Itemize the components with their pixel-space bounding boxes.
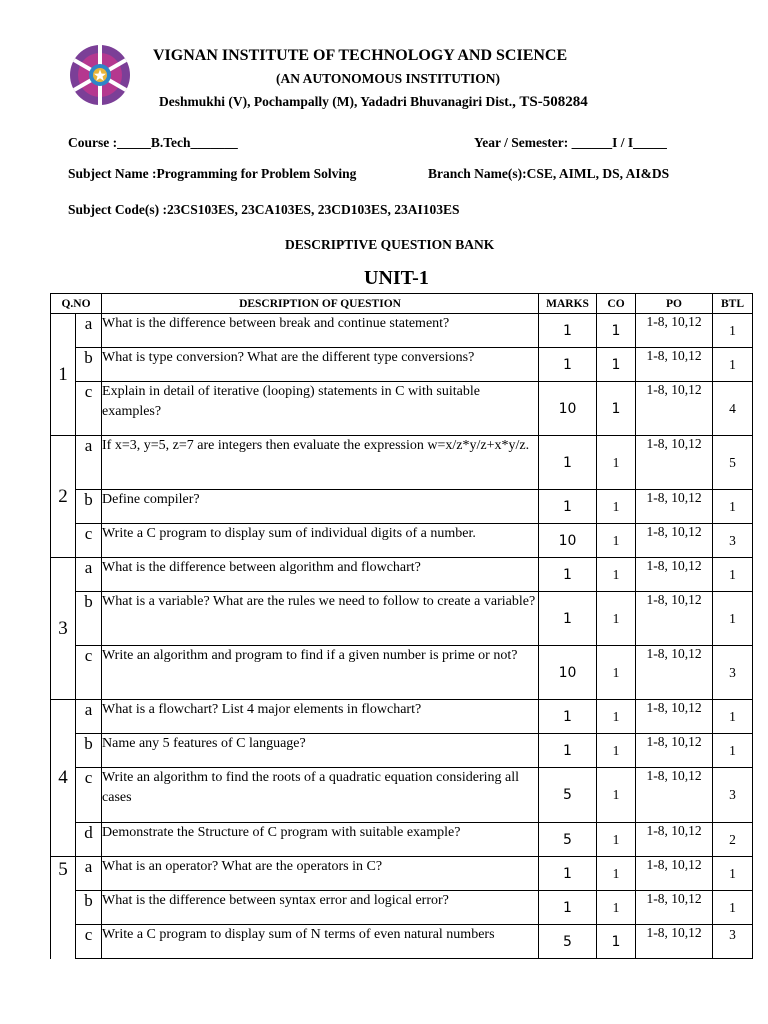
- sub-label: a: [76, 857, 102, 891]
- btl-cell: 3: [713, 524, 753, 558]
- po-cell: 1-8, 10,12: [636, 524, 713, 558]
- question-text: What is the difference between algorithm and flowchart?: [102, 558, 539, 592]
- question-text: Write an algorithm and program to find if a given number is prime or not?: [102, 646, 539, 700]
- sub-label: a: [76, 314, 102, 348]
- question-text: What is an operator? What are the operators in C?: [102, 857, 539, 891]
- header-marks: MARKS: [539, 294, 597, 314]
- table-row: [51, 646, 753, 700]
- co-cell: 1: [597, 382, 636, 436]
- co-cell: 1: [597, 891, 636, 925]
- marks-cell: 10: [539, 382, 597, 436]
- sub-label: c: [76, 646, 102, 700]
- marks-cell: 1: [539, 436, 597, 490]
- btl-cell: 3: [713, 646, 753, 700]
- sub-label: a: [76, 436, 102, 490]
- po-cell: 1-8, 10,12: [636, 925, 713, 959]
- marks-cell: 5: [539, 768, 597, 823]
- table-row: [51, 382, 753, 436]
- question-text: What is a variable? What are the rules we need to follow to create a variable?: [102, 592, 539, 646]
- co-cell: 1: [597, 348, 636, 382]
- co-cell: 1: [597, 592, 636, 646]
- btl-cell: 3: [713, 768, 753, 823]
- btl-cell: 1: [713, 734, 753, 768]
- po-cell: 1-8, 10,12: [636, 314, 713, 348]
- co-cell: 1: [597, 925, 636, 959]
- po-cell: 1-8, 10,12: [636, 490, 713, 524]
- subject-code-field: Subject Code(s) :23CS103ES, 23CA103ES, 23CD103ES, 23AI103ES: [68, 202, 460, 217]
- table-row: [51, 524, 753, 558]
- btl-cell: 1: [713, 490, 753, 524]
- po-cell: 1-8, 10,12: [636, 348, 713, 382]
- marks-cell: 1: [539, 891, 597, 925]
- subject-name-field: Subject Name :Programming for Problem Solving: [68, 166, 357, 181]
- btl-cell: 1: [713, 348, 753, 382]
- pincode: , TS-508284: [512, 94, 588, 110]
- co-cell: 1: [597, 700, 636, 734]
- sub-label: d: [76, 823, 102, 857]
- marks-cell: 5: [539, 823, 597, 857]
- table-row: [51, 823, 753, 857]
- po-cell: 1-8, 10,12: [636, 857, 713, 891]
- co-cell: 1: [597, 524, 636, 558]
- vignan-logo-icon: [69, 44, 131, 106]
- btl-cell: 1: [713, 857, 753, 891]
- co-cell: 1: [597, 646, 636, 700]
- po-cell: 1-8, 10,12: [636, 558, 713, 592]
- co-cell: 1: [597, 823, 636, 857]
- co-cell: 1: [597, 768, 636, 823]
- btl-cell: 1: [713, 558, 753, 592]
- btl-cell: 4: [713, 382, 753, 436]
- question-text: What is the difference between break and continue statement?: [102, 314, 539, 348]
- marks-cell: 1: [539, 348, 597, 382]
- sub-label: b: [76, 490, 102, 524]
- btl-cell: 5: [713, 436, 753, 490]
- co-cell: 1: [597, 558, 636, 592]
- marks-cell: 5: [539, 925, 597, 959]
- sub-label: b: [76, 734, 102, 768]
- marks-cell: 10: [539, 524, 597, 558]
- header-co: CO: [597, 294, 636, 314]
- co-cell: 1: [597, 314, 636, 348]
- question-number: 3: [51, 558, 76, 700]
- question-table: [50, 293, 753, 959]
- question-text: Define compiler?: [102, 490, 539, 524]
- po-cell: 1-8, 10,12: [636, 382, 713, 436]
- marks-cell: 1: [539, 314, 597, 348]
- header-qno: Q.NO: [51, 294, 102, 314]
- unit-title: UNIT-1: [364, 267, 429, 289]
- question-text: Demonstrate the Structure of C program with suitable example?: [102, 823, 539, 857]
- question-number: 4: [51, 700, 76, 857]
- marks-cell: 1: [539, 734, 597, 768]
- sub-label: c: [76, 925, 102, 959]
- sub-label: c: [76, 382, 102, 436]
- sub-label: b: [76, 592, 102, 646]
- year-semester-field: Year / Semester: ______I / I_____: [474, 135, 667, 150]
- institution-address: [159, 94, 588, 111]
- institution-name: VIGNAN INSTITUTE OF TECHNOLOGY AND SCIENCE: [153, 47, 568, 64]
- table-row: [51, 768, 753, 823]
- question-text: What is type conversion? What are the different type conversions?: [102, 348, 539, 382]
- co-cell: 1: [597, 857, 636, 891]
- table-row: [51, 490, 753, 524]
- marks-cell: 1: [539, 490, 597, 524]
- header-po: PO: [636, 294, 713, 314]
- question-number: 5: [51, 857, 76, 959]
- question-bank-title: DESCRIPTIVE QUESTION BANK: [285, 237, 495, 252]
- institution-subtitle: (AN AUTONOMOUS INSTITUTION): [276, 71, 501, 86]
- question-text: Explain in detail of iterative (looping) statements in C with suitable examples?: [102, 382, 539, 436]
- po-cell: 1-8, 10,12: [636, 646, 713, 700]
- table-row: [51, 436, 753, 490]
- header-btl: BTL: [713, 294, 753, 314]
- sub-label: b: [76, 348, 102, 382]
- question-text: If x=3, y=5, z=7 are integers then evaluate the expression w=x/z*y/z+x*y/z.: [102, 436, 539, 490]
- sub-label: c: [76, 768, 102, 823]
- sub-label: c: [76, 524, 102, 558]
- table-row: [51, 925, 753, 959]
- course-field: Course :_____B.Tech_______: [68, 135, 238, 150]
- po-cell: 1-8, 10,12: [636, 891, 713, 925]
- btl-cell: 1: [713, 700, 753, 734]
- sub-label: a: [76, 558, 102, 592]
- branch-field: Branch Name(s):CSE, AIML, DS, AI&DS: [428, 166, 670, 181]
- question-text: Write a C program to display sum of N terms of even natural numbers: [102, 925, 539, 959]
- address-text: Deshmukhi (V), Pochampally (M), Yadadri Bhuvanagiri Dist.: [159, 94, 513, 109]
- table-row: [51, 891, 753, 925]
- btl-cell: 1: [713, 314, 753, 348]
- co-cell: 1: [597, 490, 636, 524]
- question-text: What is the difference between syntax error and logical error?: [102, 891, 539, 925]
- table-row: [51, 700, 753, 734]
- btl-cell: 1: [713, 891, 753, 925]
- marks-cell: 1: [539, 592, 597, 646]
- marks-cell: 1: [539, 700, 597, 734]
- question-text: What is a flowchart? List 4 major elements in flowchart?: [102, 700, 539, 734]
- table-row: [51, 734, 753, 768]
- po-cell: 1-8, 10,12: [636, 592, 713, 646]
- co-cell: 1: [597, 436, 636, 490]
- po-cell: 1-8, 10,12: [636, 436, 713, 490]
- btl-cell: 2: [713, 823, 753, 857]
- question-text: Write a C program to display sum of individual digits of a number.: [102, 524, 539, 558]
- table-row: [51, 348, 753, 382]
- institution-logo: [69, 44, 131, 106]
- btl-cell: 1: [713, 592, 753, 646]
- question-number: 1: [51, 314, 76, 436]
- marks-cell: 10: [539, 646, 597, 700]
- sub-label: a: [76, 700, 102, 734]
- marks-cell: 1: [539, 558, 597, 592]
- question-number: 2: [51, 436, 76, 558]
- btl-cell: 3: [713, 925, 753, 959]
- po-cell: 1-8, 10,12: [636, 700, 713, 734]
- po-cell: 1-8, 10,12: [636, 768, 713, 823]
- sub-label: b: [76, 891, 102, 925]
- co-cell: 1: [597, 734, 636, 768]
- question-text: Write an algorithm to find the roots of a quadratic equation considering all cases: [102, 768, 539, 823]
- question-text: Name any 5 features of C language?: [102, 734, 539, 768]
- marks-cell: 1: [539, 857, 597, 891]
- table-row: [51, 857, 753, 891]
- table-row: [51, 592, 753, 646]
- po-cell: 1-8, 10,12: [636, 823, 713, 857]
- table-row: [51, 558, 753, 592]
- po-cell: 1-8, 10,12: [636, 734, 713, 768]
- header-description: DESCRIPTION OF QUESTION: [102, 294, 539, 314]
- table-header-row: [51, 294, 753, 314]
- table-row: [51, 314, 753, 348]
